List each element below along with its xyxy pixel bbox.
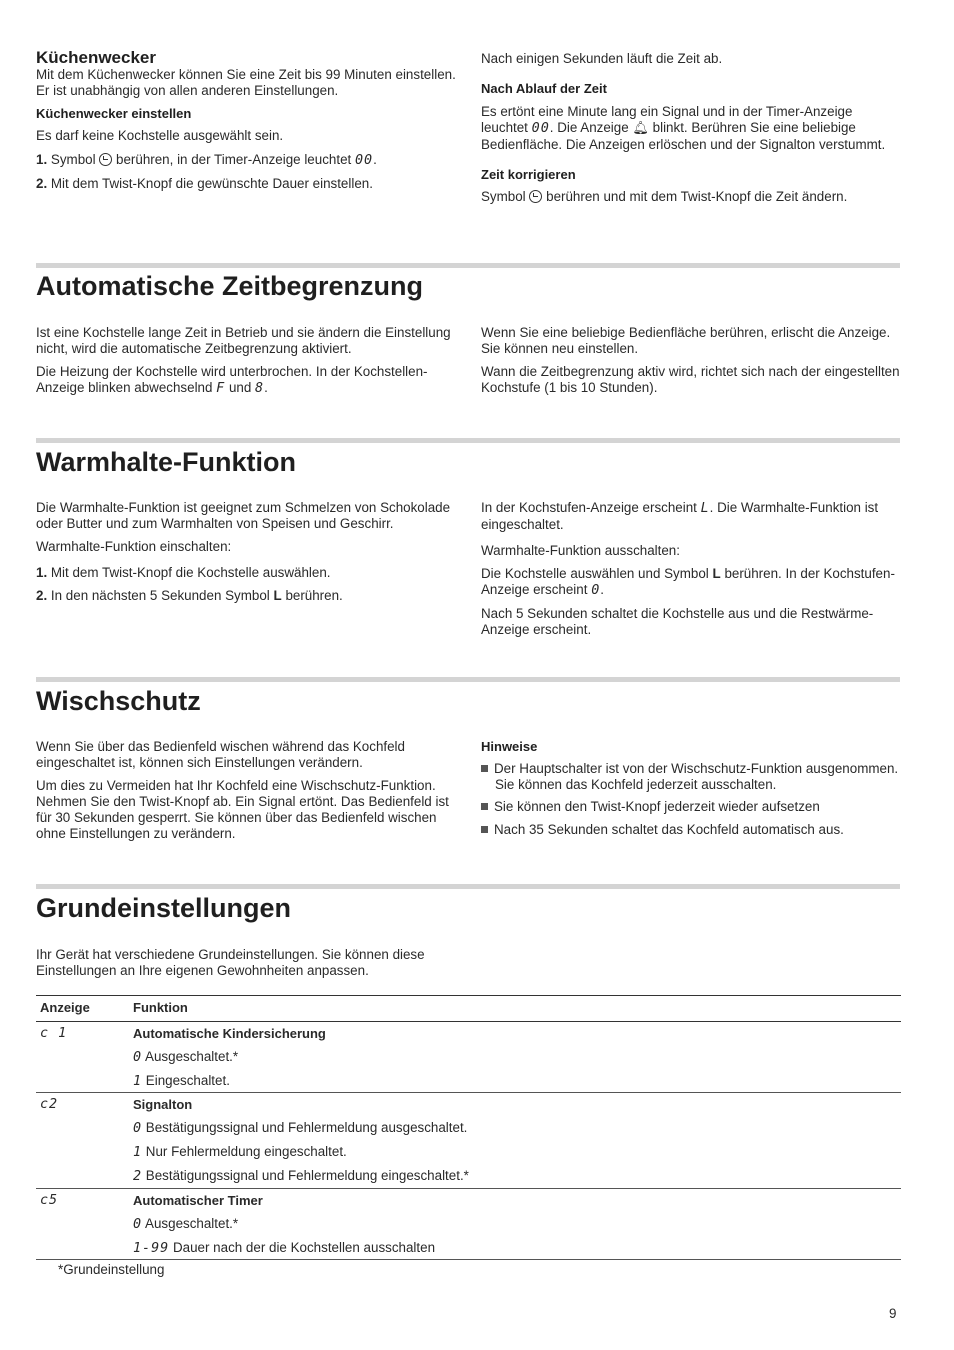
option: 1 Nur Fehlermeldung eingeschaltet. [133, 1144, 347, 1160]
option: 1 Eingeschaltet. [133, 1073, 230, 1089]
paragraph: Nach einigen Sekunden läuft die Zeit ab. [481, 51, 723, 66]
paragraph: Die Warmhalte-Funktion ist geeignet zum Schmelzen von Schokolade oder Butter und zum Warmhalten von Speisen und Geschirr. [36, 500, 451, 531]
paragraph: In der Kochstufen-Anzeige erscheint L. Die Warmhalte-Funktion ist eingeschaltet. [481, 500, 879, 532]
row-title: Signalton [133, 1097, 193, 1112]
auto-right [481, 325, 901, 396]
section-title: Wischschutz [36, 686, 201, 716]
display-code: c 1 [40, 1026, 68, 1041]
wisch-left [36, 739, 456, 842]
bell-icon: 🔔︎ [632, 120, 649, 135]
step-1: 1. Mit dem Twist-Knopf die Kochstelle auswählen. [36, 565, 331, 580]
bullet-icon [481, 826, 488, 833]
paragraph: Mit dem Küchenwecker können Sie eine Zeit bis 99 Minuten einstellen. Er ist unabhängig von allen anderen Einstellungen. [36, 67, 456, 98]
table-row [36, 1093, 901, 1189]
list-item: Sie können den Twist-Knopf jederzeit wieder aufsetzen [481, 799, 901, 815]
section-title: Küchenwecker [36, 48, 156, 67]
list-item: Nach 35 Sekunden schaltet das Kochfeld automatisch aus. [481, 822, 901, 838]
paragraph: Wenn Sie eine beliebige Bedienfläche berühren, erlischt die Anzeige. Sie können neu einstellen. [481, 325, 891, 356]
bullet-icon [481, 765, 488, 772]
paragraph: Es darf keine Kochstelle ausgewählt sein. [36, 128, 284, 143]
paragraph: Symbol berühren und mit dem Twist-Knopf die Zeit ändern. [481, 189, 848, 204]
display-code: L [700, 501, 710, 516]
paragraph: Nach 5 Sekunden schaltet die Kochstelle aus und die Restwärme-Anzeige erscheint. [481, 606, 874, 637]
paragraph: Die Kochstelle auswählen und Symbol L berühren. In der Kochstufen-Anzeige erscheint 0. [481, 566, 895, 598]
display-code: 00 [354, 153, 374, 168]
row-title: Automatischer Timer [133, 1193, 263, 1208]
section-title: Automatische Zeitbegrenzung [36, 271, 424, 301]
step-2: 2. In den nächsten 5 Sekunden Symbol L berühren. [36, 588, 343, 603]
display-code: c2 [40, 1097, 59, 1112]
section-rule [36, 263, 900, 268]
timer-icon [99, 153, 112, 166]
auto-left [36, 325, 456, 397]
table-row [36, 1189, 901, 1260]
paragraph: Um dies zu Vermeiden hat Ihr Kochfeld eine Wischschutz-Funktion. Nehmen Sie den Twist-Knopf ab. Ein Signal ertönt. Das Bedienfeld ist für 30 Sekunden gesperrt. Sie können über das Bedienfeld wischen ohne Einstellungen zu verändern. [36, 778, 449, 841]
paragraph: Wann die Zeitbegrenzung aktiv wird, richtet sich nach der eingestellten Kochstufe (1 bis 10 Stunden). [481, 364, 900, 395]
section-rule [36, 677, 900, 682]
paragraph: Ist eine Kochstelle lange Zeit in Betrieb und sie ändern die Einstellung nicht, wird die automatische Zeitbegrenzung aktiviert. [36, 325, 451, 356]
section-rule [36, 884, 900, 889]
display-code: 0 [591, 583, 601, 598]
subheading: Küchenwecker einstellen [36, 106, 192, 121]
wisch-right [481, 739, 901, 838]
list-item: Der Hauptschalter ist von der Wischschutz-Funktion ausgenommen. Sie können das Kochfeld jederzeit ausschalten. [481, 761, 901, 793]
step-1: 1. Symbol berühren, in der Timer-Anzeige leuchtet 00. [36, 152, 377, 168]
settings-table [36, 995, 901, 1260]
warm-right [481, 500, 901, 638]
step-2: 2. Mit dem Twist-Knopf die gewünschte Dauer einstellen. [36, 176, 373, 191]
subheading: Nach Ablauf der Zeit [481, 81, 607, 96]
option: 0 Ausgeschaltet.* [133, 1216, 239, 1232]
paragraph: Es ertönt eine Minute lang ein Signal und in der Timer-Anzeige leuchtet 00. Die Anzeige 🔔︎ blinkt. Berühren Sie eine beliebige Bedienfläche. Die Anzeigen erlöschen und der Signalton verstummt. [481, 104, 886, 152]
display-code: 00 [531, 121, 550, 136]
display-code: c5 [40, 1193, 59, 1208]
table-header [36, 995, 901, 1022]
timer-icon [529, 190, 542, 203]
footnote: *Grundeinstellung [58, 1262, 165, 1277]
kuechenwecker-left [36, 50, 456, 192]
bullet-icon [481, 803, 488, 810]
subheading: Zeit korrigieren [481, 167, 576, 182]
warm-left [36, 500, 456, 604]
section-title: Warmhalte-Funktion [36, 447, 296, 477]
paragraph: Warmhalte-Funktion einschalten: [36, 539, 232, 554]
section-rule [36, 438, 900, 443]
display-code: 8 [255, 381, 265, 396]
section-title: Grundeinstellungen [36, 893, 292, 923]
paragraph: Warmhalte-Funktion ausschalten: [481, 543, 680, 558]
paragraph: Die Heizung der Kochstelle wird unterbrochen. In der Kochstellen-Anzeige blinken abwechselnd F und 8. [36, 364, 428, 396]
subheading: Hinweise [481, 739, 538, 754]
option: 1-99 Dauer nach der die Kochstellen ausschalten [133, 1240, 436, 1256]
option: 0 Ausgeschaltet.* [133, 1049, 239, 1065]
display-code: F [216, 381, 226, 396]
column-header: Anzeige [40, 1000, 90, 1015]
table-row [36, 1022, 901, 1093]
paragraph: Wenn Sie über das Bedienfeld wischen während das Kochfeld eingeschaltet ist, können sich Einstellungen verändern. [36, 739, 405, 770]
page-number: 9 [889, 1306, 897, 1321]
column-header: Funktion [133, 1000, 188, 1015]
paragraph: Ihr Gerät hat verschiedene Grundeinstellungen. Sie können diese Einstellungen an Ihre eigenen Gewohnheiten anpassen. [36, 947, 425, 978]
kuechenwecker-right [481, 51, 901, 205]
option: 2 Bestätigungssignal und Fehlermeldung eingeschaltet.* [133, 1168, 469, 1184]
option: 0 Bestätigungssignal und Fehlermeldung ausgeschaltet. [133, 1120, 468, 1136]
row-title: Automatische Kindersicherung [133, 1026, 326, 1041]
